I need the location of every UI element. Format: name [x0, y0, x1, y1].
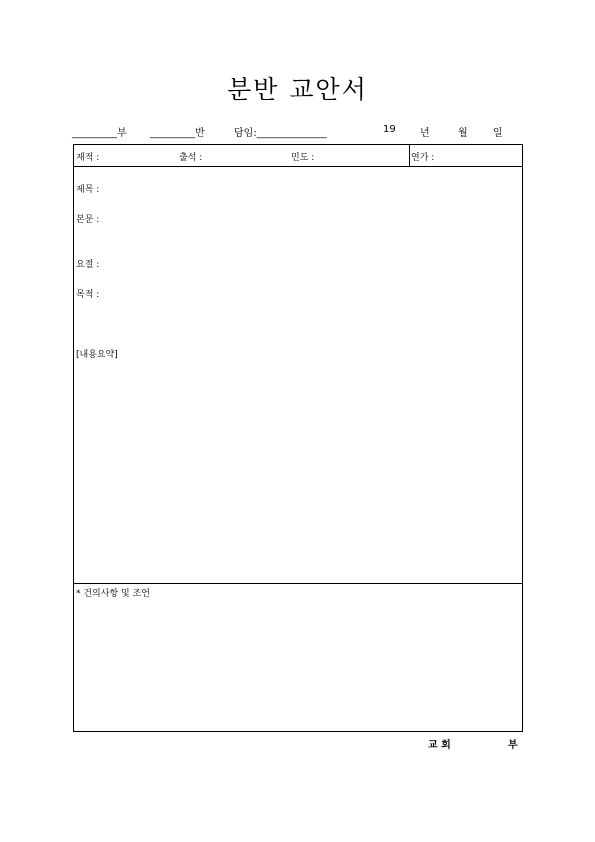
- year-unit: 년: [420, 128, 430, 139]
- page-title: 분반 교안서: [227, 75, 368, 104]
- golden-verse-field[interactable]: 요절 :: [76, 260, 100, 270]
- footer-department: 부: [508, 740, 518, 751]
- day-unit: 일: [493, 128, 503, 139]
- info-row: [74, 145, 522, 167]
- section-divider: [74, 583, 522, 584]
- attendance-field[interactable]: 재적 :: [76, 153, 100, 163]
- teacher-blank: 담임:______________: [234, 128, 327, 139]
- department-blank: _________부: [72, 128, 127, 139]
- column-divider: [409, 145, 410, 166]
- month-unit: 월: [458, 128, 468, 139]
- class-blank: _________반: [150, 128, 205, 139]
- year-prefix: 19: [383, 124, 396, 135]
- footer-church: 교 회: [428, 740, 451, 751]
- purpose-field[interactable]: 목적 :: [76, 290, 100, 300]
- lesson-form: [73, 144, 523, 732]
- suggestions-section-label[interactable]: * 건의사항 및 조언: [76, 589, 150, 599]
- summary-section-label[interactable]: [내용요약]: [76, 350, 118, 360]
- visitors-field[interactable]: 민도 :: [291, 153, 315, 163]
- present-field[interactable]: 출석 :: [179, 153, 203, 163]
- subject-field[interactable]: 제목 :: [76, 185, 100, 195]
- scripture-field[interactable]: 본문 :: [76, 215, 100, 225]
- offering-field[interactable]: 연가 :: [411, 153, 435, 163]
